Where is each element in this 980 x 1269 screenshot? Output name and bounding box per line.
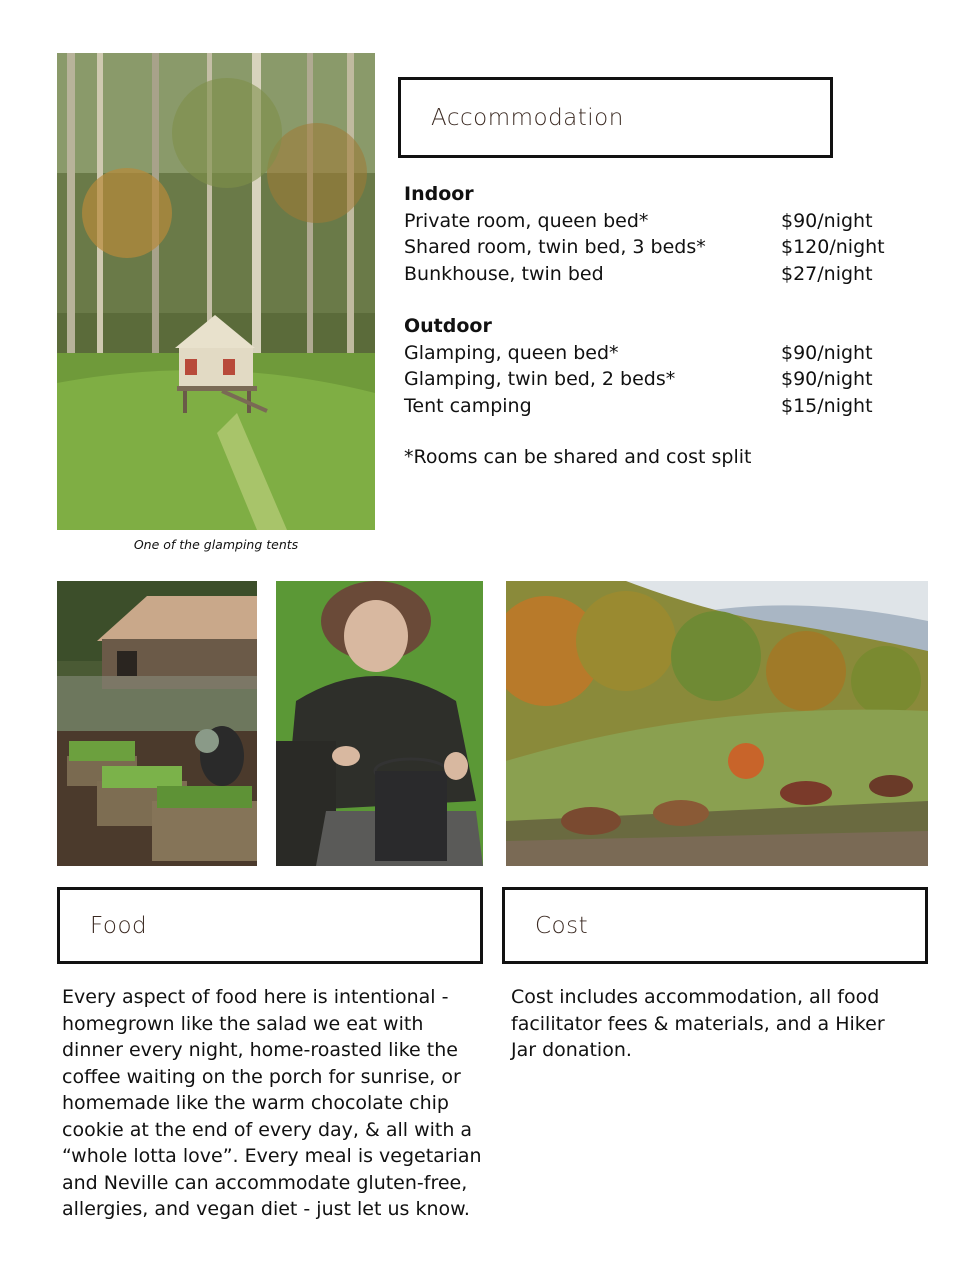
- harvest-photo: [276, 581, 483, 866]
- rate-name: Tent camping: [404, 394, 532, 417]
- indoor-rates: [404, 181, 904, 287]
- goats-in-autumn-pasture-icon: [506, 581, 928, 866]
- photo-caption: One of the glamping tents: [133, 537, 299, 552]
- accommodation-heading-box: [398, 77, 833, 158]
- rate-price: $120/night: [781, 236, 885, 258]
- food-heading-box: [57, 887, 483, 964]
- rate-price: $27/night: [781, 262, 873, 285]
- rate-name: Glamping, twin bed, 2 beds*: [404, 368, 676, 390]
- rate-row: [404, 393, 904, 420]
- food-description: Every aspect of food here is intentional - homegrown like the salad we eat with dinner every night, home-roasted like the coffee waiting on the porch for sunrise, or homemade like the warm chocolate chip cookie at the end of every day, & all with a “whole lotta love”. Every meal is vegetarian and Neville can accommodate gluten-free, allergies, and vegan diet - just let us know.: [62, 986, 482, 1220]
- rate-price: $90/night: [781, 341, 873, 364]
- cost-heading-box: [502, 887, 928, 964]
- rate-price: $15/night: [781, 394, 873, 417]
- rate-price: $90/night: [781, 209, 873, 232]
- rate-row: [404, 208, 904, 235]
- accommodation-heading: Accommodation: [431, 104, 624, 131]
- rate-price: $90/night: [781, 368, 873, 390]
- woman-with-wire-basket-icon: [276, 581, 483, 866]
- rate-row: [404, 366, 904, 393]
- rate-row: [404, 234, 904, 261]
- rate-row: [404, 261, 904, 288]
- rooms-shared-note: *Rooms can be shared and cost split: [404, 446, 752, 468]
- food-heading: Food: [90, 912, 148, 939]
- glamping-tent-photo: [57, 53, 375, 530]
- rate-name: Shared room, twin bed, 3 beds*: [404, 236, 706, 258]
- raised-garden-beds-with-cabin-icon: [57, 581, 257, 866]
- indoor-title: Indoor: [404, 183, 474, 205]
- outdoor-title: Outdoor: [404, 315, 492, 337]
- goats-photo: [506, 581, 928, 866]
- glamping-tent-in-forest-icon: [57, 53, 375, 530]
- cost-description: Cost includes accommodation, all food facilitator fees & materials, and a Hiker Jar donation.: [511, 986, 885, 1061]
- rate-name: Private room, queen bed*: [404, 209, 649, 232]
- rate-name: Glamping, queen bed*: [404, 341, 619, 364]
- outdoor-rates: [404, 313, 904, 419]
- rate-row: [404, 340, 904, 367]
- rate-name: Bunkhouse, twin bed: [404, 262, 604, 285]
- cost-heading: Cost: [535, 912, 589, 939]
- garden-photo: [57, 581, 257, 866]
